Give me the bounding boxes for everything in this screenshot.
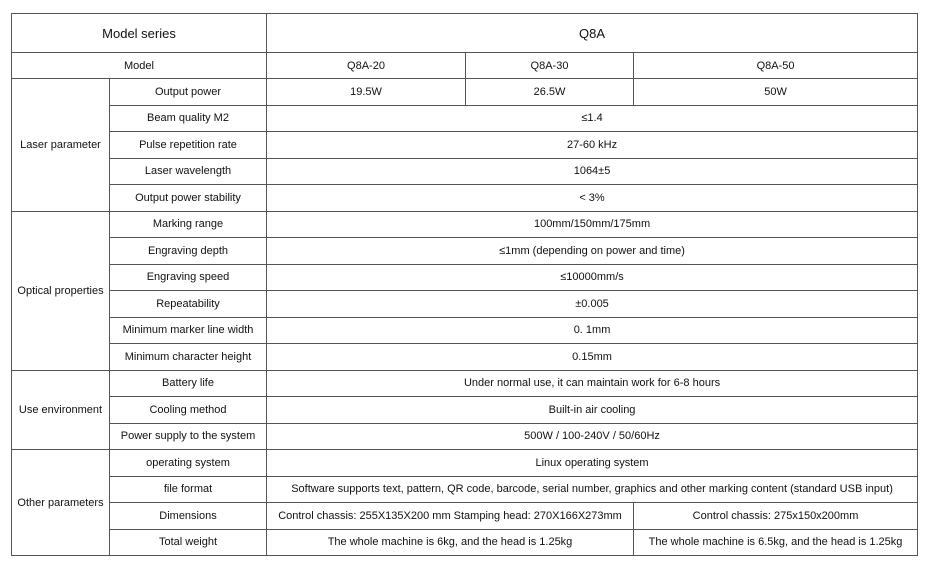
row-label: Minimum character height xyxy=(110,344,267,371)
row-label: Total weight xyxy=(110,529,267,556)
row-label: Output power xyxy=(110,79,267,106)
table-row xyxy=(12,132,918,159)
row-label: Engraving speed xyxy=(110,264,267,291)
table-row xyxy=(12,317,918,344)
model-q8a-30: Q8A-30 xyxy=(466,53,634,79)
group-optical-properties: Optical properties xyxy=(12,211,110,370)
group-use-environment: Use environment xyxy=(12,370,110,450)
row-value: ≤1.4 xyxy=(267,105,918,132)
table-row xyxy=(12,450,918,477)
dimensions-q8a-20-30: Control chassis: 255X135X200 mm Stamping head: 270X166X273mm xyxy=(267,503,634,530)
row-label: Power supply to the system xyxy=(110,423,267,450)
output-power-q8a-20: 19.5W xyxy=(267,79,466,106)
table-row xyxy=(12,370,918,397)
group-laser-parameter: Laser parameter xyxy=(12,79,110,212)
row-value: 500W / 100-240V / 50/60Hz xyxy=(267,423,918,450)
table-row xyxy=(12,158,918,185)
table-row xyxy=(12,529,918,556)
model-row xyxy=(12,53,918,79)
weight-q8a-50: The whole machine is 6.5kg, and the head is 1.25kg xyxy=(634,529,918,556)
row-value: < 3% xyxy=(267,185,918,212)
model-q8a-50: Q8A-50 xyxy=(634,53,918,79)
row-label: file format xyxy=(110,476,267,503)
dimensions-q8a-50: Control chassis: 275x150x200mm xyxy=(634,503,918,530)
table-row xyxy=(12,344,918,371)
series-value: Q8A xyxy=(267,14,918,53)
table-row xyxy=(12,105,918,132)
row-value: Software supports text, pattern, QR code, barcode, serial number, graphics and other marking content (standard USB input) xyxy=(267,476,918,503)
row-value: 27-60 kHz xyxy=(267,132,918,159)
group-other-parameters: Other parameters xyxy=(12,450,110,556)
row-label: Output power stability xyxy=(110,185,267,212)
output-power-q8a-30: 26.5W xyxy=(466,79,634,106)
row-label: operating system xyxy=(110,450,267,477)
row-value: ±0.005 xyxy=(267,291,918,318)
row-value: Under normal use, it can maintain work for 6-8 hours xyxy=(267,370,918,397)
row-value: Built-in air cooling xyxy=(267,397,918,424)
model-q8a-20: Q8A-20 xyxy=(267,53,466,79)
row-label: Laser wavelength xyxy=(110,158,267,185)
table-row xyxy=(12,423,918,450)
table-row xyxy=(12,211,918,238)
series-row xyxy=(12,14,918,53)
table-row xyxy=(12,503,918,530)
row-label: Dimensions xyxy=(110,503,267,530)
table-row xyxy=(12,476,918,503)
row-value: Linux operating system xyxy=(267,450,918,477)
model-label: Model xyxy=(12,53,267,79)
table-row xyxy=(12,291,918,318)
table-row xyxy=(12,79,918,106)
row-label: Minimum marker line width xyxy=(110,317,267,344)
row-label: Marking range xyxy=(110,211,267,238)
row-value: 0. 1mm xyxy=(267,317,918,344)
series-label: Model series xyxy=(12,14,267,53)
table-row xyxy=(12,397,918,424)
row-value: ≤10000mm/s xyxy=(267,264,918,291)
row-value: 1064±5 xyxy=(267,158,918,185)
table-row xyxy=(12,185,918,212)
table-row xyxy=(12,264,918,291)
row-label: Cooling method xyxy=(110,397,267,424)
row-value: ≤1mm (depending on power and time) xyxy=(267,238,918,265)
weight-q8a-20-30: The whole machine is 6kg, and the head is 1.25kg xyxy=(267,529,634,556)
row-value: 0.15mm xyxy=(267,344,918,371)
row-label: Beam quality M2 xyxy=(110,105,267,132)
row-label: Repeatability xyxy=(110,291,267,318)
row-label: Pulse repetition rate xyxy=(110,132,267,159)
table-row xyxy=(12,238,918,265)
spec-table xyxy=(11,13,918,556)
row-label: Engraving depth xyxy=(110,238,267,265)
output-power-q8a-50: 50W xyxy=(634,79,918,106)
row-value: 100mm/150mm/175mm xyxy=(267,211,918,238)
row-label: Battery life xyxy=(110,370,267,397)
